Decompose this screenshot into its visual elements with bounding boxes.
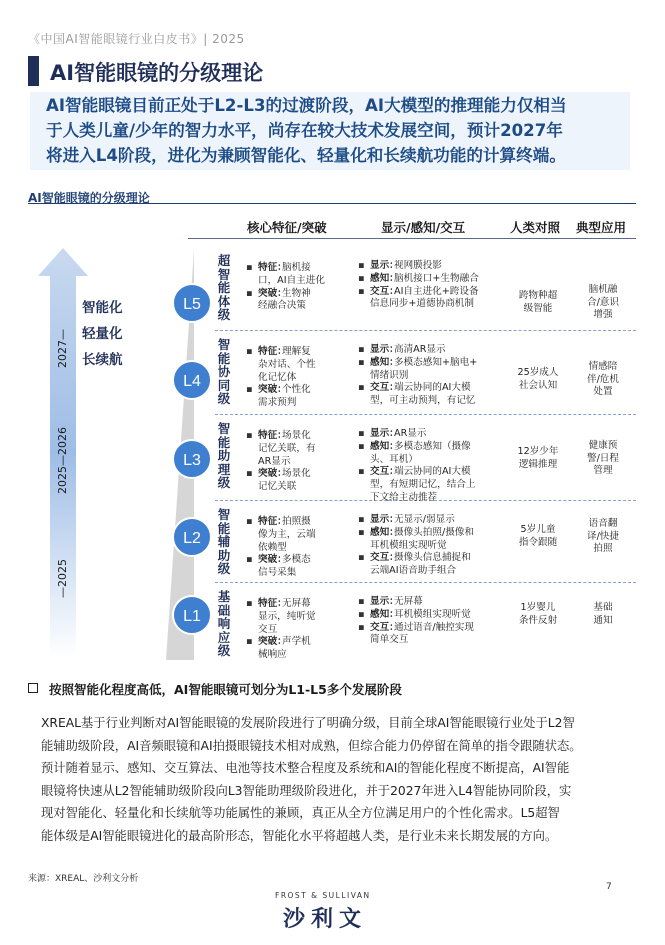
bullet: ▪ [358,428,365,439]
bullet: ▪ [358,272,365,284]
body-line: 能辅助级阶段，AI音频眼镜和AI拍摄眼镜技术相对成熟，但综合能力仍停留在简单的指令跟随状态。 [41,738,582,753]
level-name-char: 同 [217,377,231,393]
human-line: 社会认知 [518,379,558,391]
display-item [358,260,508,273]
level-name-char: 助 [217,547,231,563]
level-name [217,508,231,576]
display-item [358,344,508,357]
feature-item-line: 记忆关联，有 [258,442,316,454]
display-item [358,514,508,527]
feature-item-key: 特征： [258,598,287,609]
feature-item-line: 拍照摄 [282,516,311,527]
app-line: 合/意识 [586,296,619,308]
display-cell [358,514,508,578]
app-line: 脑机融 [588,283,618,295]
level-separator [215,414,636,415]
level-name-char: 级 [217,561,231,577]
display-item-line: 无显示/弱显示 [394,514,455,525]
app-cell [580,284,626,322]
level-name-char: 智 [217,266,231,282]
display-item-line: 简单交互 [370,634,409,646]
level-name-char: 响 [217,616,231,632]
brand-english: FROST & SULLIVAN [275,891,371,900]
feature-item-key: 突破： [258,468,287,480]
display-item-key: 显示： [370,260,399,271]
level-name-char: 基 [217,589,231,604]
feature-item-line: 脑机接 [282,262,311,273]
human-line: 指令跟随 [518,536,558,548]
figure-caption: 按照智能化程度高低，AI智能眼镜可划分为L1-L5多个发展阶段 [49,682,402,697]
feature-item-key: 突破： [258,287,287,299]
display-item-key: 交互： [370,285,399,297]
arrow-label: 长续航 [82,352,123,368]
feature-item-line: 场景化 [282,430,311,441]
display-item-line: 情绪识别 [370,369,409,381]
source-note: 来源：XREAL、沙利文分析 [28,874,139,884]
level-name-char: 础 [217,602,231,618]
bullet: ▪ [246,287,253,299]
app-line: 译/快捷 [586,530,619,542]
bullet: ▪ [246,636,253,648]
display-item-key: 交互： [370,382,399,394]
app-cell [580,440,626,478]
feature-item [246,598,341,636]
human-line: 12岁少年 [517,446,559,458]
display-item [358,552,508,578]
feature-item-key: 特征： [258,262,287,273]
level-name [217,254,231,322]
level-name-char: 辅 [217,534,231,550]
display-item [358,609,508,622]
feature-item-line: 多模态 [282,554,311,566]
feature-item-line: 械响应 [258,649,287,661]
level-separator [215,582,636,583]
feature-item-line: 记忆关联 [258,481,297,493]
feature-item-line: 化记忆体 [258,371,297,383]
display-item [358,273,508,286]
app-line: 处置 [593,386,613,398]
section-title: AI智能眼镜的分级理论 [50,61,264,85]
human-cell [510,446,566,472]
human-line: 25岁成人 [517,367,559,379]
figure-rule [28,203,636,204]
lead-text [46,93,636,168]
feature-item-line: 口，AI自主进化 [258,274,325,286]
year-label: —2025 [56,559,69,598]
display-item-line: 头、耳机） [370,453,418,465]
human-line: 5岁儿童 [520,524,556,536]
feature-item-line: 杂对话、个性 [258,358,316,370]
feature-item-key: 特征： [258,516,287,527]
display-item [358,428,508,441]
display-item [358,357,508,383]
display-cell [358,344,508,408]
human-cell [510,602,566,628]
display-item [358,441,508,467]
display-item [358,622,508,648]
display-item-key: 交互： [370,466,399,478]
level-name [217,338,231,406]
bullet: ▪ [358,260,365,271]
human-cell [510,524,566,550]
feature-item [246,468,341,494]
feature-item-key: 突破： [258,554,287,566]
report-header: 《中国AI智能眼镜行业白皮书》| 2025 [28,32,245,46]
year-label: 2025—2026 [56,427,69,494]
level-badge-label: L5 [183,296,201,313]
feature-item-line: 像为主，云端 [258,528,316,540]
body-line: 能体级是AI智能眼镜进化的最高阶形态，智能化水平将超越人类，是行业未来长期发展的方向。 [41,828,558,843]
body-line: 现对智能化、轻量化和长续航等功能属性的兼顾，真正从全方位满足用户的个性化需求。L5超智 [41,806,560,820]
app-line: 情感陪 [588,360,618,372]
display-item-line: 通过语音/触控实现 [394,621,474,633]
arrow-label: 智能化 [82,300,123,316]
human-cell [510,290,566,316]
level-name [217,590,231,658]
display-item-key: 显示： [370,344,399,355]
bullet: ▪ [246,554,253,566]
display-item [358,527,508,553]
display-item-key: 感知： [370,608,399,620]
feature-cell [246,598,341,662]
human-line: 条件反射 [518,614,558,626]
level-name-char: 能 [217,350,231,366]
feature-item-line: AR显示 [258,455,291,467]
level-name-char: 级 [217,643,231,659]
feature-item-line: 生物神 [282,287,311,299]
body-line: XREAL基于行业判断对AI智能眼镜的发展阶段进行了明确分级，目前全球AI智能眼镜行业处于L2智 [41,716,575,730]
human-line: 1岁婴儿 [520,602,556,614]
feature-cell [246,430,341,494]
bullet: ▪ [358,526,365,538]
bullet: ▪ [246,516,253,527]
level-name-char: 级 [217,475,231,491]
feature-item-line: 显示，纯听觉 [258,610,316,622]
display-item [358,466,508,504]
column-header-display: 显示/感知/交互 [381,220,466,235]
level-badges [160,280,212,650]
level-name-char: 能 [217,434,231,450]
level-badge-label: L4 [183,373,201,390]
bullet: ▪ [246,598,253,609]
display-item-key: 交互： [370,621,399,633]
display-item-key: 感知： [370,526,399,538]
feature-item-line: 个性化 [282,384,311,396]
display-item [358,286,508,312]
display-item-line: 多模态感知（摄像 [394,440,471,452]
feature-item-key: 突破： [258,384,287,396]
display-cell [358,260,508,311]
app-cell [580,602,626,628]
body-line: 眼镜将快速从L2智能辅助级阶段向L3智能助理级阶段进化，并于2027年进入L4智能协同阶段，实 [41,783,572,798]
bullet: ▪ [246,430,253,441]
display-item-line: 高清AR显示 [394,344,446,355]
app-line: 语音翻 [588,517,618,529]
display-item-line: 信息同步+道德协商机制 [370,298,474,310]
level-name-char: 智 [217,337,231,352]
column-header-human: 人类对照 [510,220,561,235]
feature-item-line: 交互 [258,623,278,635]
display-item-key: 感知： [370,440,399,452]
feature-item-line: 无屏幕 [282,598,311,609]
feature-item [246,554,341,580]
level-name-char: 智 [217,507,231,522]
body-text [41,712,631,847]
feature-item [246,288,341,314]
feature-item-key: 特征： [258,346,287,357]
display-item-key: 显示： [370,428,399,439]
human-line: 跨物种超 [518,290,558,302]
app-line: 拍照 [593,543,613,555]
level-name [217,422,231,490]
feature-item [246,262,341,288]
display-item-line: 云端AI语音助手组合 [370,565,457,577]
bullet: ▪ [358,466,365,478]
level-name-char: 助 [217,448,231,464]
feature-item-line: 场景化 [282,468,311,480]
level-name-char: 体 [217,293,231,309]
display-item-key: 显示： [370,596,399,607]
level-badge-label: L2 [183,530,201,547]
bullet: ▪ [246,262,253,273]
display-item-line: 型，可主动预判，有记忆 [370,395,476,407]
human-line: 逻辑推理 [518,458,558,470]
level-name-char: 能 [217,280,231,296]
feature-item [246,636,341,662]
display-item [358,596,508,609]
display-item-line: 视网膜投影 [394,260,442,271]
feature-cell [246,346,341,410]
level-name-char: 理 [217,461,231,477]
level-name-char: 超 [217,253,231,268]
display-cell [358,428,508,505]
bullet: ▪ [358,621,365,633]
display-item-line: 摄像头信息捕捉和 [394,552,471,564]
human-cell [510,367,566,393]
app-line: 通知 [593,614,613,626]
app-line: 伴/危机 [586,373,619,385]
level-name-char: 协 [217,364,231,380]
display-item-line: 端云协同的AI大模 [394,466,471,478]
display-item-line: 端云协同的AI大模 [394,382,471,394]
app-line: 健康预 [588,439,618,451]
display-item-line: 无屏幕 [394,596,423,607]
arrow-label: 轻量化 [82,326,123,342]
bullet: ▪ [358,382,365,394]
app-cell [580,518,626,556]
page-number: 7 [606,882,612,892]
feature-item-line: 依赖型 [258,541,287,553]
body-line: 预计随着显示、感知、交互算法、电池等技术整合程度及系统和AI的智能化程度不断提高，AI智能 [41,761,570,775]
bullet: ▪ [358,514,365,525]
bullet: ▪ [246,346,253,357]
display-item-line: 多模态感知+脑电+ [394,356,478,368]
column-header-app: 典型应用 [576,220,627,235]
brand-logo: 沙利文 [283,907,368,932]
display-item-line: AR显示 [394,428,427,439]
bullet: ▪ [358,440,365,452]
lead-line: 将进入L4阶段，进化为兼顾智能化、轻量化和长续航功能的计算终端。 [46,146,566,165]
feature-item [246,346,341,384]
app-line: 增强 [593,309,613,321]
display-cell [358,596,508,647]
display-item-key: 交互： [370,552,399,564]
app-cell [580,361,626,399]
level-badge-label: L3 [183,452,201,469]
level-name-char: 级 [217,391,231,407]
feature-item-key: 突破： [258,636,287,648]
bullet: ▪ [358,344,365,355]
feature-item-line: 需求预判 [258,397,297,409]
display-item-line: 下文给主动推荐 [370,491,438,503]
level-badge-label: L1 [183,608,201,625]
feature-item [246,430,341,468]
app-line: 基础 [593,602,613,614]
feature-cell [246,262,341,313]
display-item-key: 感知： [370,272,399,284]
display-item-key: 显示： [370,514,399,525]
feature-item-line: 声学机 [282,636,311,648]
column-header-rule [188,238,636,239]
display-item-key: 感知： [370,356,399,368]
display-item-line: 摄像头拍照/摄像和 [394,526,474,538]
feature-item [246,516,341,554]
caption-checkbox-icon [28,683,38,693]
year-label: 2027— [56,329,69,368]
display-item-line: 脑机接口+生物融合 [394,272,479,284]
bullet: ▪ [358,285,365,297]
display-item-line: AI自主进化+跨设备 [394,285,479,297]
level-separator [215,330,636,331]
bullet: ▪ [358,596,365,607]
feature-item-line: 信号采集 [258,567,297,579]
feature-item-key: 特征： [258,430,287,441]
display-item-line: 耳机模组实现听觉 [370,539,447,551]
level-name-char: 能 [217,520,231,536]
feature-item [246,384,341,410]
figure-title: AI智能眼镜的分级理论 [28,191,150,205]
app-line: 警/日程 [586,452,619,464]
feature-item-line: 理解复 [282,346,311,357]
human-line: 级智能 [523,302,553,314]
column-header-feature: 核心特征/突破 [247,220,327,235]
lead-line: AI智能眼镜目前正处于L2-L3的过渡阶段，AI大模型的推理能力仅相当 [46,96,567,115]
app-line: 管理 [593,465,613,477]
level-name-char: 级 [217,307,231,323]
level-name-char: 应 [217,629,231,645]
bullet: ▪ [246,468,253,480]
bullet: ▪ [246,384,253,396]
bullet: ▪ [358,608,365,620]
feature-cell [246,516,341,580]
bullet: ▪ [358,356,365,368]
bullet: ▪ [358,552,365,564]
display-item [358,382,508,408]
level-name-char: 智 [217,421,231,436]
section-marker [28,56,39,86]
lead-line: 于人类儿童/少年的智力水平，尚存在较大技术发展空间，预计2027年 [46,121,563,140]
feature-item-line: 经融合决策 [258,300,306,312]
display-item-line: 耳机模组实现听觉 [394,608,471,620]
display-item-line: 型，有短期记忆，结合上 [370,479,476,491]
